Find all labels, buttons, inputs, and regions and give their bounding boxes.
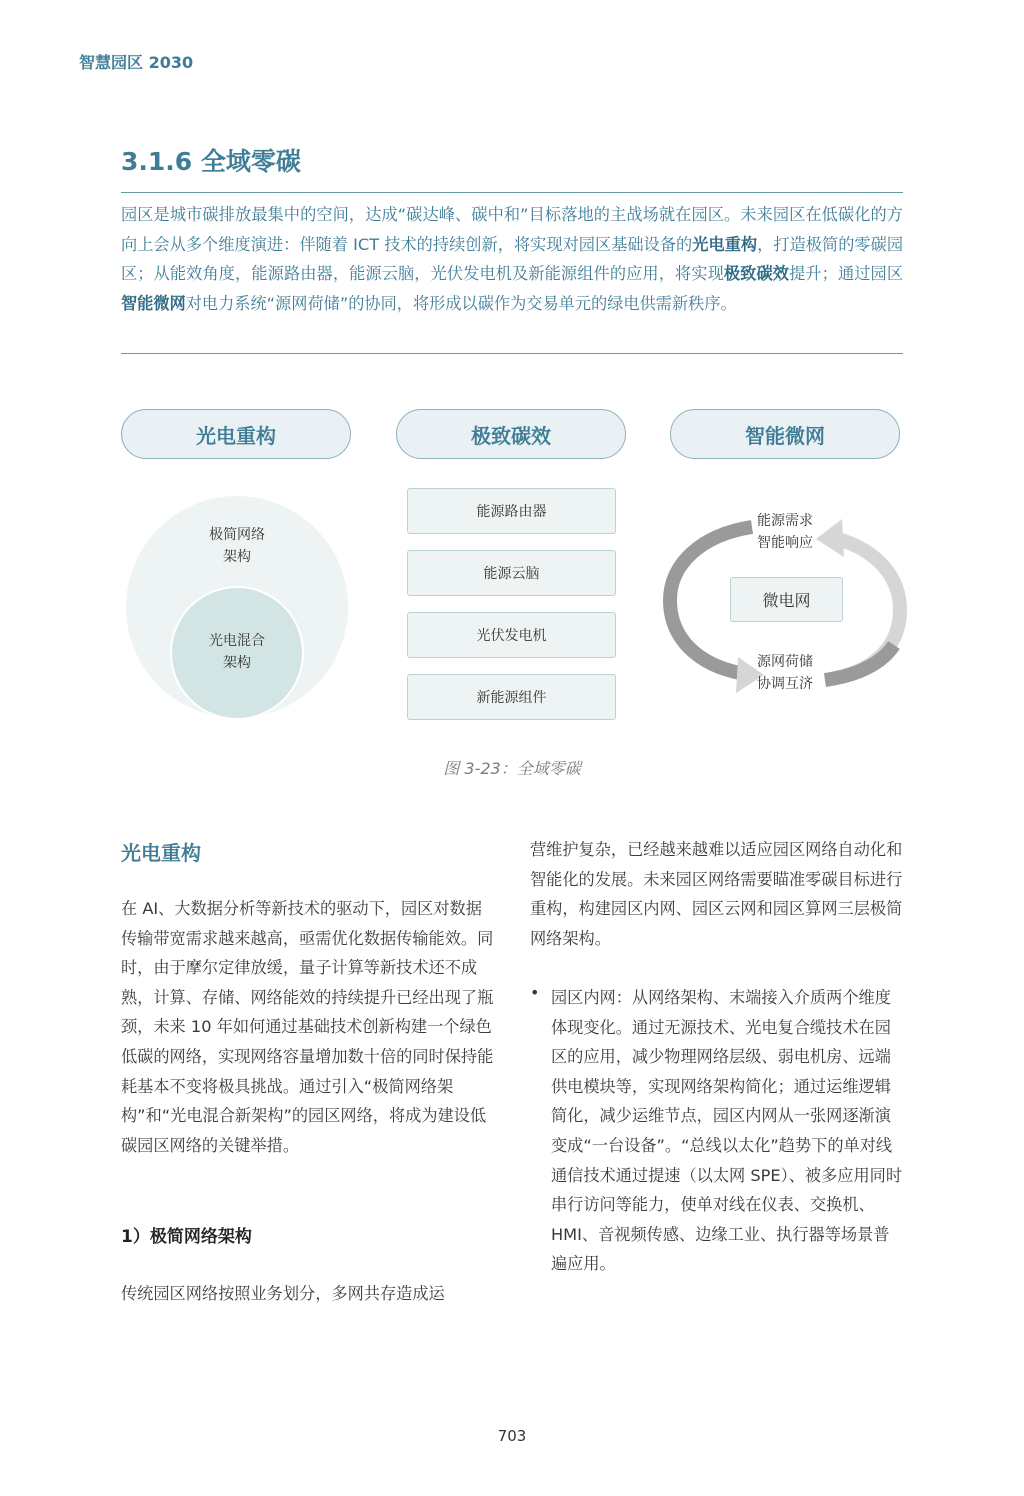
cycle-arrow-right-dark bbox=[825, 645, 894, 680]
header-brand: 智慧园区 2030 bbox=[79, 53, 194, 72]
box-energy-cloud-brain: 能源云脑 bbox=[407, 550, 616, 596]
section-title: 3.1.6 全域零碳 bbox=[121, 147, 301, 176]
page-number: 703 bbox=[497, 1427, 527, 1445]
intro-keyword: 极致碳效 bbox=[723, 264, 790, 283]
right-paragraph-1: 营维护复杂，已经越来越难以适应园区网络自动化和智能化的发展。未来园区网络需要瞄准零碳目标进行重构，构建园区内网、园区云网和园区算网三层极简网络架构。 bbox=[530, 840, 903, 948]
left-paragraph-2: 传统园区网络按照业务划分，多网共存造成运 bbox=[121, 1284, 445, 1303]
bottom-rule bbox=[121, 353, 903, 354]
left-paragraph-1: 在 AI、大数据分析等新技术的驱动下，园区对数据传输带宽需求越来越高，亟需优化数据传输能效。同时，由于摩尔定律放缓，量子计算等新技术还不成熟，计算、存储、网络能效的持续提升已经出现了瓶颈，未来 10 年如何通过基础技术创新构建一个绿色低碳的网络，实现网络容量增加数十倍的同时保持能耗基本不变将极具挑战。通过引入“极简网络架构”和“光电混合新架构”的园区网络，将成为建设低碳园区网络的关键举措。 bbox=[121, 899, 494, 1155]
bullet-text: 园区内网：从网络架构、末端接入介质两个维度体现变化。通过无源技术、光电复合缆技术在园区的应用，减少物理网络层级、弱电机房、远端供电模块等，实现网络架构简化；通过运维逻辑简化，减少运维节点，园区内网从一张网逐渐演变成“一台设备”。“总线以太化”趋势下的单对线通信技术通过提速（以太网 SPE）、被多应用同时串行访问等能力，使单对线在仪表、交换机、HMI、音视频传感、边缘工业、执行器等场景普遍应用。 bbox=[551, 988, 903, 1274]
intro-text: ，打造极简的零碳园区；从能效角度，能源路由器，能源云脑，光伏发电机及新能源组件的应用，将实现 bbox=[121, 234, 904, 283]
intro-text: 园区是城市碳排放最集中的空间，达成“碳达峰、碳中和”目标落地的主战场就在园区。未来园区在低碳化的方向上会从多个维度演进：伴随着 ICT 技术的持续创新，将实现对园区基础设备的 bbox=[121, 205, 903, 254]
box-pv-generator: 光伏发电机 bbox=[407, 612, 616, 658]
intro-text: 提升；通过园区 bbox=[789, 264, 904, 283]
subsection-title: 光电重构 bbox=[121, 841, 201, 865]
inner-circle-label: 光电混合 架构 bbox=[209, 633, 265, 671]
pill-zhineng-weiwang: 智能微网 bbox=[670, 409, 900, 459]
pill-jizhi-tanxiao: 极致碳效 bbox=[396, 409, 626, 459]
pill-guangdian-chonggou: 光电重构 bbox=[121, 409, 351, 459]
box-energy-router: 能源路由器 bbox=[407, 488, 616, 534]
figure-caption: 图 3-23：全域零碳 bbox=[443, 759, 581, 778]
intro-text: 对电力系统“源网荷储”的协同，将形成以碳作为交易单元的绿电供需新秩序。 bbox=[185, 293, 737, 313]
microgrid-box: 微电网 bbox=[730, 577, 843, 622]
bullet-dot: • bbox=[530, 983, 540, 1002]
box-new-energy-component: 新能源组件 bbox=[407, 674, 616, 720]
heading-jijian-network: 1）极简网络架构 bbox=[121, 1227, 252, 1247]
cycle-bottom-label: 源网荷储 协调互济 bbox=[757, 654, 813, 692]
intro-paragraph bbox=[121, 200, 903, 318]
cycle-top-label: 能源需求 智能响应 bbox=[757, 513, 813, 551]
outer-circle-label: 极简网络 架构 bbox=[209, 527, 265, 565]
intro-keyword: 智能微网 bbox=[121, 293, 186, 313]
intro-keyword: 光电重构 bbox=[692, 234, 758, 254]
top-rule bbox=[121, 192, 903, 193]
